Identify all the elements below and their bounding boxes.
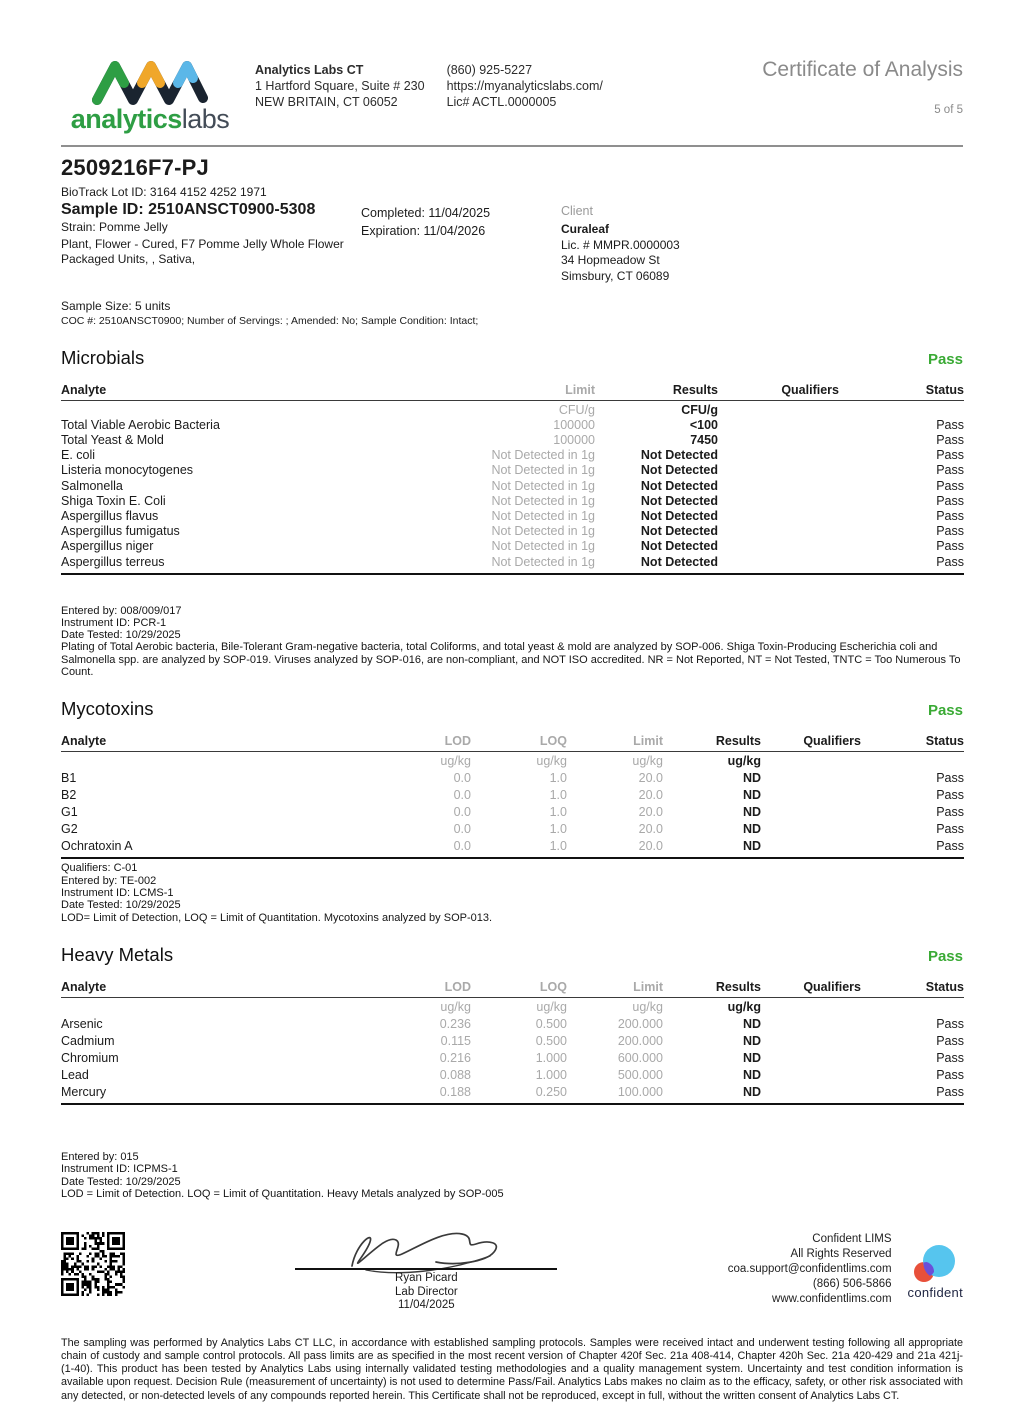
sample-size: Sample Size: 5 units xyxy=(61,298,171,313)
signatory-name: Ryan Picard xyxy=(395,1272,458,1285)
sample-info-grid xyxy=(61,201,963,285)
column-header: LOD xyxy=(381,734,471,752)
client-name: Curaleaf xyxy=(561,222,610,237)
table-row: Lead 0.088 1.000 500.000 ND Pass xyxy=(61,1067,964,1082)
microbials-table xyxy=(61,383,964,575)
column-header: Results xyxy=(663,734,761,752)
table-row: Aspergillus niger Not Detected in 1g Not Detected Pass xyxy=(61,539,964,554)
table-row: Aspergillus terreus Not Detected in 1g Not Detected Pass xyxy=(61,554,964,574)
qr-code xyxy=(61,1232,125,1296)
lab-city: NEW BRITAIN, CT 06052 xyxy=(255,95,398,109)
footnote-line: Qualifiers: C-01 xyxy=(61,862,138,875)
footnote-line: Plating of Total Aerobic bacteria, Bile-Tolerant Gram-negative bacteria, total Coliforms, and total yeast & mold are analyzed by SOP-006. Shiga Toxin-Producing Escherichia coli and Salmonella spp. are analyzed by SOP-019. Viruses analyzed by SOP-016, are non-compliant, and NOT ISO accredited. NR = Not Reported, NT = Not Tested, TNTC = Too Numerous To Count. xyxy=(61,641,961,679)
lims-website: www.confidentlims.com xyxy=(772,1292,892,1305)
mycotoxins-status-badge: Pass xyxy=(927,702,963,720)
lab-website: https://myanalyticslabs.com/ xyxy=(446,79,603,93)
confident-brand-text: confident xyxy=(907,1285,963,1301)
client-license: Lic. # MMPR.0000003 xyxy=(561,237,680,252)
heavy-metals-title: Heavy Metals xyxy=(61,943,174,965)
signature-block xyxy=(61,1232,963,1313)
footnote-line: Instrument ID: ICPMS-1 xyxy=(61,1163,178,1176)
strain: Strain: Pomme Jelly xyxy=(61,220,168,234)
table-row: Aspergillus fumigatus Not Detected in 1g Not Detected Pass xyxy=(61,524,964,539)
header xyxy=(61,56,963,147)
expiration-date: Expiration: 11/04/2026 xyxy=(361,224,486,239)
column-header: Analyte xyxy=(61,980,381,998)
table-row: G1 0.0 1.0 20.0 ND Pass xyxy=(61,805,964,820)
completed-date: Completed: 11/04/2025 xyxy=(361,206,491,220)
lims-name: Confident LIMS xyxy=(812,1233,892,1246)
footnote-line: Entered by: 015 xyxy=(61,1150,139,1163)
units-row: ug/kg ug/kg ug/kg ug/kg xyxy=(440,999,761,1014)
signature-icon xyxy=(326,1226,526,1278)
lims-block xyxy=(728,1232,963,1307)
logo-wordmark: analyticslabs xyxy=(70,104,230,134)
column-header: Limit xyxy=(567,734,663,752)
table-row: Shiga Toxin E. Coli Not Detected in 1g Not Detected Pass xyxy=(61,493,964,508)
signature-line xyxy=(295,1268,557,1270)
microbials-title: Microbials xyxy=(61,346,145,368)
table-row: E. coli Not Detected in 1g Not Detected Pass xyxy=(61,448,964,463)
column-header: LOQ xyxy=(471,734,567,752)
lims-email: coa.support@confidentlims.com xyxy=(727,1263,892,1276)
column-header: LOD xyxy=(381,980,471,998)
table-row: Ochratoxin A 0.0 1.0 20.0 ND Pass xyxy=(61,838,964,859)
heavy-metals-table xyxy=(61,980,964,1105)
client-city: Simsbury, CT 06089 xyxy=(561,269,670,284)
heavy-metals-status-badge: Pass xyxy=(927,947,963,965)
column-header: Results xyxy=(663,980,761,998)
disclaimer: The sampling was performed by Analytics Labs CT LLC, in accordance with established sampling protocols. Samples were received intact and underwent testing following all appropriate chain of custody and sample control protocols. All pass limits are as specified in the most recent version of Chapter 420f Sec. 21a 408-414, Chapter 420h Sec. 21a 420-429 and 21a 421j-(1-40). This product has been tested by Analytics Labs using internally validated testing methodologies and a quality management system. Uncertainty and test condition information is available upon request. Decision Rule (measurement of uncertainty) is not used to determine Pass/Fail. Analytics Labs makes no claim as to the efficacy, safety, or other risk associated with any detected, or non-detected levels of any compounds reported herein. This Certificate shall not be reproduced, except in full, without the written consent of Analytics Labs CT. xyxy=(61,1336,963,1402)
sample-title: 2509216F7-PJ xyxy=(61,155,209,180)
lab-address xyxy=(255,62,425,110)
confident-logo-icon xyxy=(909,1243,961,1287)
column-header: Limit xyxy=(567,980,663,998)
microbials-status-badge: Pass xyxy=(927,350,963,368)
footnote-line: LOD= Limit of Detection, LOQ = Limit of Quantitation. Mycotoxins analyzed by SOP-013. xyxy=(61,911,493,924)
units-row: ug/kg ug/kg ug/kg ug/kg xyxy=(440,754,761,769)
footnote-line: Entered by: 008/009/017 xyxy=(61,604,182,617)
heavy-metals-section-header xyxy=(61,944,963,966)
table-row: Salmonella Not Detected in 1g Not Detected Pass xyxy=(61,478,964,493)
footnote-line: Instrument ID: LCMS-1 xyxy=(61,887,174,899)
table-row: G2 0.0 1.0 20.0 ND Pass xyxy=(61,822,964,837)
client-label: Client xyxy=(561,204,593,218)
table-row: Mercury 0.188 0.250 100.000 ND Pass xyxy=(61,1083,964,1104)
lab-phone: (860) 925-5227 xyxy=(446,63,533,77)
units-row: CFU/g CFU/g xyxy=(558,402,718,417)
footnote-line: Entered by: TE-002 xyxy=(61,874,157,887)
footnote-line: Date Tested: 10/29/2025 xyxy=(61,629,181,642)
analytics-labs-logo xyxy=(61,56,239,135)
column-header: Status xyxy=(839,383,964,401)
lab-name: Analytics Labs CT xyxy=(255,63,364,77)
table-row: B2 0.0 1.0 20.0 ND Pass xyxy=(61,788,964,803)
mycotoxins-section-header xyxy=(61,698,963,720)
lab-license: Lic# ACTL.0000005 xyxy=(446,95,557,109)
table-row: B1 0.0 1.0 20.0 ND Pass xyxy=(61,771,964,786)
page-number: 5 of 5 xyxy=(934,104,963,116)
mycotoxins-title: Mycotoxins xyxy=(61,698,154,720)
table-row: Total Yeast & Mold 100000 7450 Pass xyxy=(61,433,964,447)
lims-phone: (866) 506-5866 xyxy=(812,1278,892,1290)
column-header: Analyte xyxy=(61,383,401,401)
analytics-labs-zigzag-icon xyxy=(89,56,211,106)
mycotoxins-footnotes xyxy=(61,862,963,924)
signatory-title: Lab Director xyxy=(395,1285,458,1298)
mycotoxins-table xyxy=(61,734,964,859)
table-row: Listeria monocytogenes Not Detected in 1g Not Detected Pass xyxy=(61,463,964,478)
column-header: Limit xyxy=(401,383,595,401)
client-street: 34 Hopmeadow St xyxy=(561,253,660,268)
table-row: Chromium 0.216 1.000 600.000 ND Pass xyxy=(61,1050,964,1065)
column-header: LOQ xyxy=(471,980,567,998)
microbials-footnotes xyxy=(61,605,963,679)
column-header: Qualifiers xyxy=(761,980,861,998)
lab-contact xyxy=(447,62,603,110)
footnote-line: Date Tested: 10/29/2025 xyxy=(61,899,181,912)
footnote-line: Date Tested: 10/29/2025 xyxy=(61,1175,181,1188)
column-header: Results xyxy=(595,383,718,401)
table-row: Aspergillus flavus Not Detected in 1g Not Detected Pass xyxy=(61,508,964,523)
confident-logo xyxy=(908,1243,963,1300)
sample-id: Sample ID: 2510ANSCT0900-5308 xyxy=(61,201,316,218)
lims-rights: All Rights Reserved xyxy=(790,1248,892,1261)
signature-date: 11/04/2025 xyxy=(398,1299,455,1312)
client-block xyxy=(561,201,963,285)
footnote-line: LOD = Limit of Detection. LOQ = Limit of Quantitation. Heavy Metals analyzed by SOP-005 xyxy=(61,1187,504,1200)
column-header: Qualifiers xyxy=(761,734,861,752)
lab-street: 1 Hartford Square, Suite # 230 xyxy=(255,79,425,93)
footnote-line: Instrument ID: PCR-1 xyxy=(61,616,167,629)
table-row: Arsenic 0.236 0.500 200.000 ND Pass xyxy=(61,1016,964,1031)
column-header: Status xyxy=(861,734,964,752)
coc-line: COC #: 2510ANSCT0900; Number of Servings: ; Amended: No; Sample Condition: Intact; xyxy=(61,314,479,327)
document-title: Certificate of Analysis xyxy=(762,58,963,81)
biotrack-lot-id: BioTrack Lot ID: 3164 4152 4252 1971 xyxy=(61,185,267,199)
table-row: Cadmium 0.115 0.500 200.000 ND Pass xyxy=(61,1033,964,1048)
column-header: Status xyxy=(861,980,964,998)
microbials-section-header xyxy=(61,347,963,369)
column-header: Analyte xyxy=(61,734,381,752)
heavy-metals-footnotes xyxy=(61,1151,963,1200)
column-header: Qualifiers xyxy=(718,383,839,401)
table-row: Total Viable Aerobic Bacteria 100000 <100 Pass xyxy=(61,417,964,432)
sample-description: Plant, Flower - Cured, F7 Pomme Jelly Whole Flower Packaged Units, , Sativa, xyxy=(61,236,344,267)
